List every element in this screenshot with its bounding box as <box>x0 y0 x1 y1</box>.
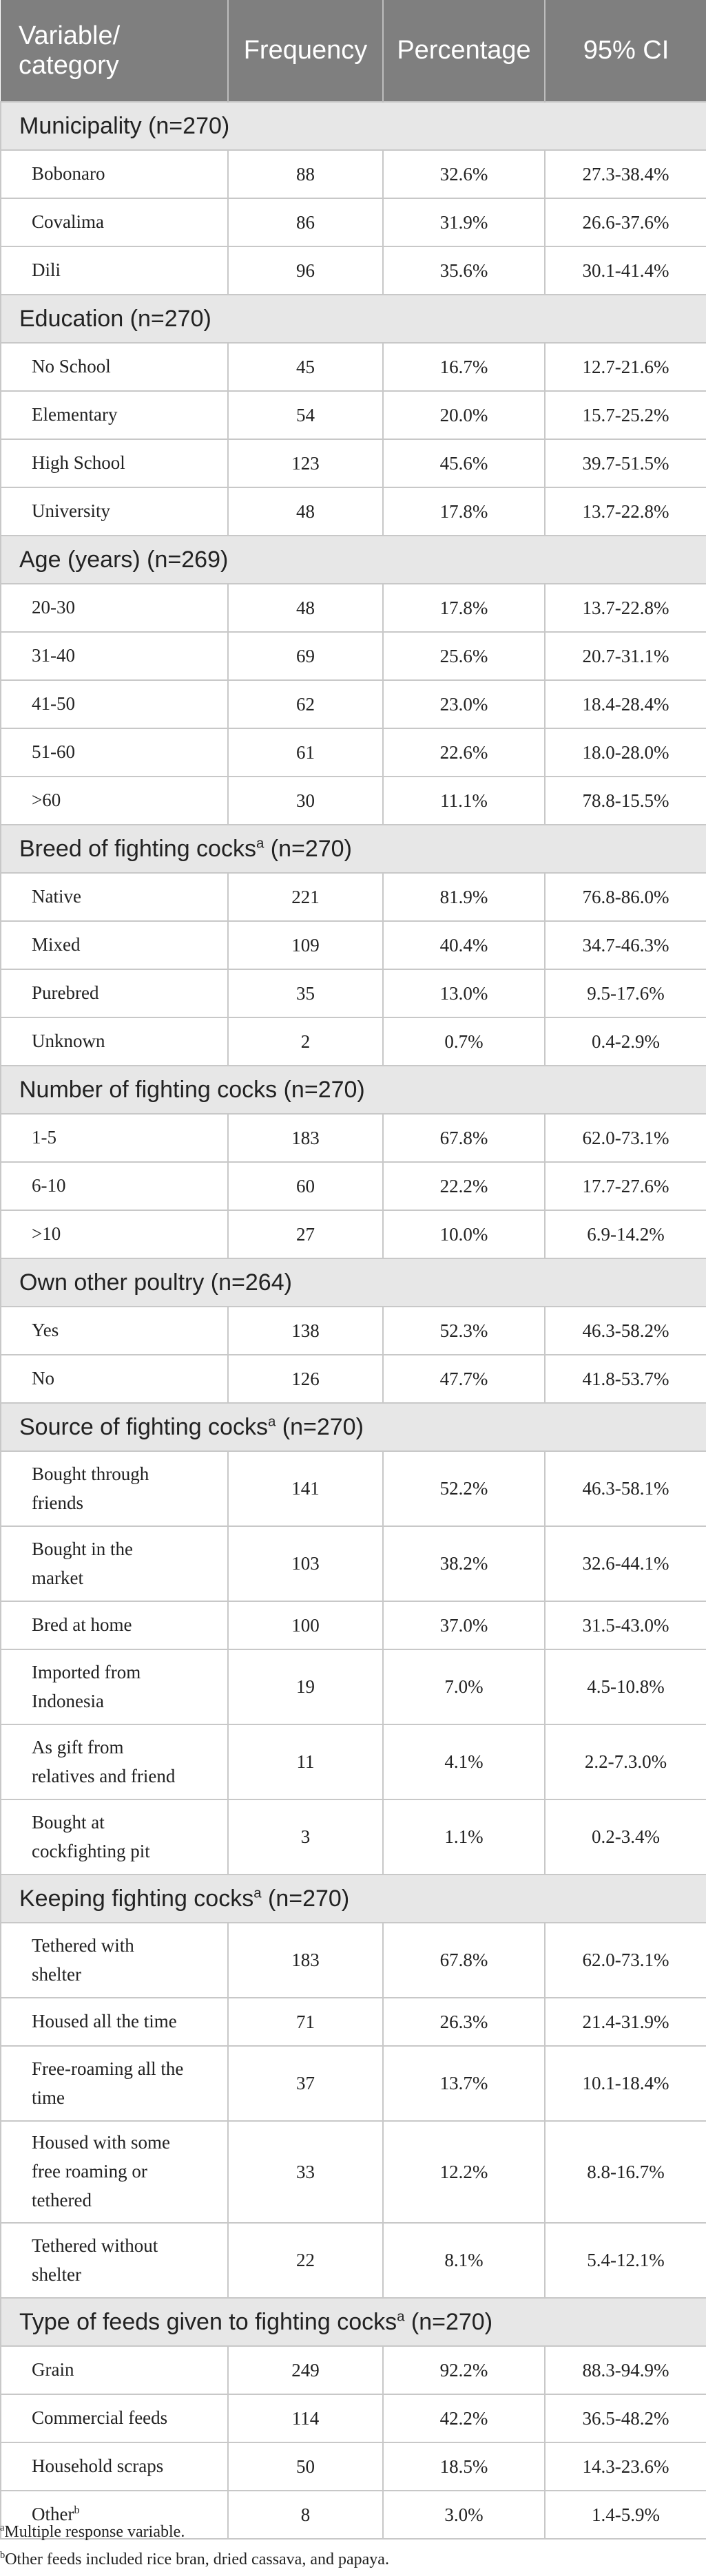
row-ci: 62.0-73.1% <box>545 1923 706 1998</box>
row-percentage: 52.3% <box>383 1307 545 1355</box>
row-ci: 18.0-28.0% <box>545 728 706 777</box>
row-percentage: 40.4% <box>383 921 545 969</box>
row-ci: 17.7-27.6% <box>545 1162 706 1210</box>
row-frequency: 30 <box>228 777 383 825</box>
header-ci: 95% CI <box>545 0 706 102</box>
table-row <box>1 1162 706 1210</box>
section-header-row <box>1 536 706 584</box>
table-row <box>1 1114 706 1162</box>
row-frequency: 183 <box>228 1114 383 1162</box>
row-label: No <box>1 1355 228 1403</box>
row-label: Bought at cockfighting pit <box>1 1799 228 1875</box>
row-percentage: 18.5% <box>383 2442 545 2491</box>
row-ci: 8.8-16.7% <box>545 2121 706 2223</box>
table-row <box>1 777 706 825</box>
section-title: Source of fighting cocks$^a$ (n=270) <box>1 1403 706 1451</box>
row-percentage: 67.8% <box>383 1114 545 1162</box>
section-title: Education (n=270) <box>1 295 706 343</box>
header-percentage: Percentage <box>383 0 545 102</box>
row-frequency: 109 <box>228 921 383 969</box>
row-ci: 0.2-3.4% <box>545 1799 706 1875</box>
row-label: No School <box>1 343 228 391</box>
row-frequency: 123 <box>228 439 383 487</box>
row-label: 1-5 <box>1 1114 228 1162</box>
row-percentage: 17.8% <box>383 487 545 536</box>
table-row <box>1 584 706 632</box>
row-frequency: 54 <box>228 391 383 439</box>
table-row <box>1 1017 706 1066</box>
row-frequency: 96 <box>228 246 383 295</box>
row-label: Yes <box>1 1307 228 1355</box>
row-frequency: 100 <box>228 1601 383 1649</box>
row-percentage: 20.0% <box>383 391 545 439</box>
row-ci: 46.3-58.2% <box>545 1307 706 1355</box>
section-header-row <box>1 825 706 873</box>
row-frequency: 86 <box>228 198 383 246</box>
table-row <box>1 2223 706 2298</box>
row-label: >60 <box>1 777 228 825</box>
row-frequency: 62 <box>228 680 383 728</box>
row-ci: 32.6-44.1% <box>545 1526 706 1601</box>
row-label: Bought through friends <box>1 1451 228 1526</box>
table-row <box>1 150 706 198</box>
section-header-row <box>1 295 706 343</box>
row-ci: 13.7-22.8% <box>545 584 706 632</box>
row-ci: 5.4-12.1% <box>545 2223 706 2298</box>
section-header-row <box>1 1066 706 1114</box>
row-frequency: 48 <box>228 487 383 536</box>
row-label: 51-60 <box>1 728 228 777</box>
row-label: 41-50 <box>1 680 228 728</box>
row-percentage: 35.6% <box>383 246 545 295</box>
row-label: Bought in the market <box>1 1526 228 1601</box>
row-ci: 88.3-94.9% <box>545 2346 706 2394</box>
table-row <box>1 246 706 295</box>
row-percentage: 32.6% <box>383 150 545 198</box>
row-ci: 12.7-21.6% <box>545 343 706 391</box>
row-label: Purebred <box>1 969 228 1017</box>
table-row <box>1 632 706 680</box>
row-label: Unknown <box>1 1017 228 1066</box>
table-row <box>1 1601 706 1649</box>
section-header-row <box>1 2298 706 2346</box>
section-header-row <box>1 1258 706 1307</box>
row-percentage: 26.3% <box>383 1998 545 2046</box>
table-row <box>1 439 706 487</box>
row-percentage: 11.1% <box>383 777 545 825</box>
table-row <box>1 2046 706 2121</box>
row-label: University <box>1 487 228 536</box>
row-ci: 39.7-51.5% <box>545 439 706 487</box>
row-ci: 9.5-17.6% <box>545 969 706 1017</box>
row-frequency: 50 <box>228 2442 383 2491</box>
table-row <box>1 1998 706 2046</box>
table-row <box>1 728 706 777</box>
row-label: Commercial feeds <box>1 2394 228 2442</box>
row-percentage: 23.0% <box>383 680 545 728</box>
row-frequency: 69 <box>228 632 383 680</box>
row-ci: 21.4-31.9% <box>545 1998 706 2046</box>
row-frequency: 45 <box>228 343 383 391</box>
row-ci: 78.8-15.5% <box>545 777 706 825</box>
row-frequency: 27 <box>228 1210 383 1258</box>
row-ci: 1.4-5.9% <box>545 2491 706 2539</box>
row-percentage: 47.7% <box>383 1355 545 1403</box>
row-frequency: 33 <box>228 2121 383 2223</box>
row-frequency: 114 <box>228 2394 383 2442</box>
row-label: 20-30 <box>1 584 228 632</box>
row-label: Other$^b$ <box>1 2491 228 2539</box>
row-percentage: 22.2% <box>383 1162 545 1210</box>
row-label: Bobonaro <box>1 150 228 198</box>
row-percentage: 42.2% <box>383 2394 545 2442</box>
table-row <box>1 921 706 969</box>
row-ci: 46.3-58.1% <box>545 1451 706 1526</box>
row-ci: 41.8-53.7% <box>545 1355 706 1403</box>
row-label: Housed all the time <box>1 1998 228 2046</box>
row-label: Imported from Indonesia <box>1 1649 228 1724</box>
row-percentage: 12.2% <box>383 2121 545 2223</box>
row-frequency: 138 <box>228 1307 383 1355</box>
footnotes <box>0 2520 706 2575</box>
row-ci: 34.7-46.3% <box>545 921 706 969</box>
row-label: 6-10 <box>1 1162 228 1210</box>
row-label: Housed with some free roaming or tethered <box>1 2121 228 2223</box>
row-ci: 0.4-2.9% <box>545 1017 706 1066</box>
row-ci: 4.5-10.8% <box>545 1649 706 1724</box>
row-percentage: 22.6% <box>383 728 545 777</box>
table-row <box>1 1526 706 1601</box>
row-ci: 36.5-48.2% <box>545 2394 706 2442</box>
row-percentage: 45.6% <box>383 439 545 487</box>
header-variable: Variable/ category <box>1 0 228 102</box>
row-frequency: 249 <box>228 2346 383 2394</box>
row-percentage: 1.1% <box>383 1799 545 1875</box>
row-percentage: 38.2% <box>383 1526 545 1601</box>
table-row <box>1 1451 706 1526</box>
row-label: Household scraps <box>1 2442 228 2491</box>
section-title: Keeping fighting cocks$^a$ (n=270) <box>1 1875 706 1923</box>
table-row <box>1 2394 706 2442</box>
row-label: Bred at home <box>1 1601 228 1649</box>
section-title: Municipality (n=270) <box>1 102 706 150</box>
footnote: $^a$Multiple response variable. <box>0 2522 185 2541</box>
row-percentage: 8.1% <box>383 2223 545 2298</box>
row-frequency: 35 <box>228 969 383 1017</box>
row-label: 31-40 <box>1 632 228 680</box>
header-row <box>1 0 706 102</box>
table-row <box>1 1307 706 1355</box>
row-label: Dili <box>1 246 228 295</box>
row-percentage: 0.7% <box>383 1017 545 1066</box>
row-ci: 20.7-31.1% <box>545 632 706 680</box>
section-title: Breed of fighting cocks$^a$ (n=270) <box>1 825 706 873</box>
section-title: Age (years) (n=269) <box>1 536 706 584</box>
table-row <box>1 680 706 728</box>
table-row <box>1 487 706 536</box>
row-label: Free-roaming all the time <box>1 2046 228 2121</box>
section-title: Type of feeds given to fighting cocks$^a$ (n=270) <box>1 2298 706 2346</box>
row-label: Native <box>1 873 228 921</box>
row-frequency: 3 <box>228 1799 383 1875</box>
row-ci: 6.9-14.2% <box>545 1210 706 1258</box>
table-row <box>1 1649 706 1724</box>
row-percentage: 81.9% <box>383 873 545 921</box>
row-frequency: 221 <box>228 873 383 921</box>
row-ci: 15.7-25.2% <box>545 391 706 439</box>
row-percentage: 92.2% <box>383 2346 545 2394</box>
table-row <box>1 1724 706 1799</box>
row-ci: 76.8-86.0% <box>545 873 706 921</box>
row-percentage: 25.6% <box>383 632 545 680</box>
row-label: Covalima <box>1 198 228 246</box>
row-percentage: 67.8% <box>383 1923 545 1998</box>
table-row <box>1 391 706 439</box>
table-row <box>1 969 706 1017</box>
row-label: Mixed <box>1 921 228 969</box>
row-label: Tethered with shelter <box>1 1923 228 1998</box>
row-label: Grain <box>1 2346 228 2394</box>
row-percentage: 7.0% <box>383 1649 545 1724</box>
table-row <box>1 2442 706 2491</box>
section-header-row <box>1 102 706 150</box>
row-frequency: 11 <box>228 1724 383 1799</box>
row-percentage: 31.9% <box>383 198 545 246</box>
row-frequency: 141 <box>228 1451 383 1526</box>
row-frequency: 8 <box>228 2491 383 2539</box>
row-frequency: 126 <box>228 1355 383 1403</box>
row-frequency: 2 <box>228 1017 383 1066</box>
row-label: Elementary <box>1 391 228 439</box>
table-row <box>1 1355 706 1403</box>
row-frequency: 48 <box>228 584 383 632</box>
row-ci: 10.1-18.4% <box>545 2046 706 2121</box>
row-label: >10 <box>1 1210 228 1258</box>
row-ci: 18.4-28.4% <box>545 680 706 728</box>
table-row <box>1 1799 706 1875</box>
row-percentage: 10.0% <box>383 1210 545 1258</box>
row-percentage: 4.1% <box>383 1724 545 1799</box>
row-percentage: 3.0% <box>383 2491 545 2539</box>
table-row <box>1 873 706 921</box>
section-header-row <box>1 1875 706 1923</box>
table-row <box>1 2121 706 2223</box>
row-percentage: 16.7% <box>383 343 545 391</box>
row-frequency: 19 <box>228 1649 383 1724</box>
row-percentage: 52.2% <box>383 1451 545 1526</box>
row-ci: 27.3-38.4% <box>545 150 706 198</box>
table-row <box>1 198 706 246</box>
row-ci: 13.7-22.8% <box>545 487 706 536</box>
row-frequency: 183 <box>228 1923 383 1998</box>
table-row <box>1 1210 706 1258</box>
row-percentage: 13.7% <box>383 2046 545 2121</box>
row-frequency: 71 <box>228 1998 383 2046</box>
row-frequency: 22 <box>228 2223 383 2298</box>
row-frequency: 88 <box>228 150 383 198</box>
row-ci: 14.3-23.6% <box>545 2442 706 2491</box>
section-title: Own other poultry (n=264) <box>1 1258 706 1307</box>
row-ci: 62.0-73.1% <box>545 1114 706 1162</box>
row-ci: 2.2-7.3.0% <box>545 1724 706 1799</box>
row-frequency: 61 <box>228 728 383 777</box>
table-row <box>1 343 706 391</box>
row-percentage: 17.8% <box>383 584 545 632</box>
row-label: As gift from relatives and friend <box>1 1724 228 1799</box>
row-ci: 30.1-41.4% <box>545 246 706 295</box>
row-label: Tethered without shelter <box>1 2223 228 2298</box>
row-percentage: 37.0% <box>383 1601 545 1649</box>
footnote: $^b$Other feeds included rice bran, dried cassava, and papaya. <box>0 2550 389 2568</box>
row-ci: 31.5-43.0% <box>545 1601 706 1649</box>
header-frequency: Frequency <box>228 0 383 102</box>
row-frequency: 60 <box>228 1162 383 1210</box>
section-header-row <box>1 1403 706 1451</box>
table-row <box>1 2346 706 2394</box>
row-ci: 26.6-37.6% <box>545 198 706 246</box>
row-frequency: 103 <box>228 1526 383 1601</box>
section-title: Number of fighting cocks (n=270) <box>1 1066 706 1114</box>
row-label: High School <box>1 439 228 487</box>
row-frequency: 37 <box>228 2046 383 2121</box>
row-percentage: 13.0% <box>383 969 545 1017</box>
table-row <box>1 1923 706 1998</box>
